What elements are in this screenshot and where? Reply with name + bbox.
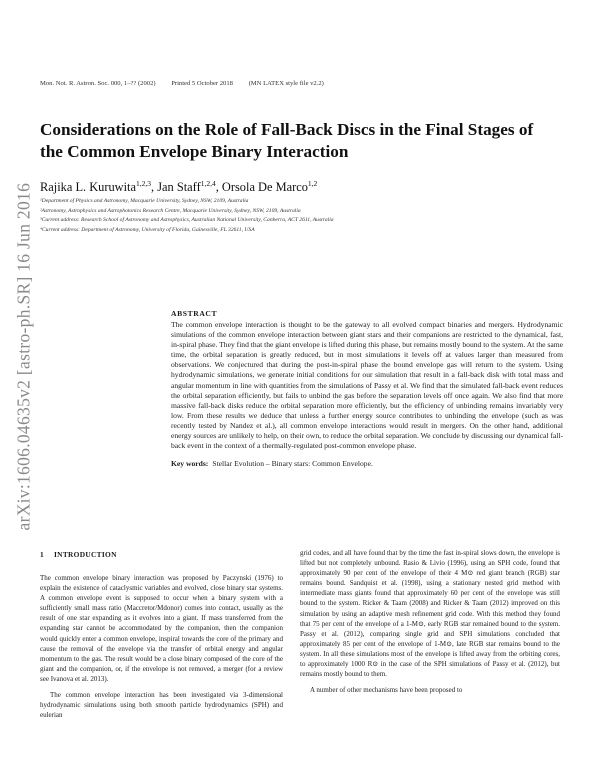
abstract-block xyxy=(171,309,563,468)
paper-title: Considerations on the Role of Fall-Back Discs in the Final Stages of the Common Envelope Binary Interaction xyxy=(40,120,534,161)
author-name: Jan Staff xyxy=(157,180,201,195)
section-heading xyxy=(40,550,127,559)
paragraph: The common envelope binary interaction was proposed by Paczynski (1976) to explain the existence of cataclysmic variables and evolved, close binary star systems. A common envelope event is supposed to occur when a binary system with a sufficiently small mass ratio (Maccretor/Mdonor) comes into contact, usually as the result of one star expanding as it evolves into a giant. If mass transferred from the expanding star cannot be accommodated by the companion, then the companion would quickly enter a common envelope, inspiral towards the core of the primary and cause the removal of the envelope via the transfer of orbital energy and angular momentum to the gas. The result would be a close binary composed of the core of the giant and the companion, or, if the envelope is not removed, a merger (for a review see Ivanova et al. 2013). xyxy=(40,574,283,683)
affiliation: ¹Department of Physics and Astronomy, Macquarie University, Sydney, NSW, 2109, Australia xyxy=(40,198,249,204)
affiliation: ⁴Current address: Department of Astronomy, University of Florida, Gainesville, FL 32611, USA xyxy=(40,226,255,233)
printed-date: Printed 5 October 2018 xyxy=(171,80,233,87)
author-affil-mark: 1,2,3 xyxy=(136,179,152,188)
right-column xyxy=(300,548,560,695)
affiliations xyxy=(40,197,580,235)
abstract-heading: ABSTRACT xyxy=(171,309,218,318)
style-file: (MN LATEX style file v2.2) xyxy=(248,80,324,87)
keywords xyxy=(171,459,563,468)
abstract-text: The common envelope interaction is thought to be the gateway to all evolved compact binaries and mergers. Hydrodynamic simulations of the common envelope interaction between giant stars and their companions are restricted to the dynamical, fast, in-spiral phase. They find that the giant envelope is lifted during this phase, but remains mostly bound to the system. At the same time, the orbital separation is greatly reduced, but in most simulations it levels off at values larger than measured from observations. We conjectured that during the post-in-spiral phase the bound envelope gas will return to the system. Using hydrodynamic simulations, we generate initial conditions for our simulation that result in a fall-back disk with total mass and angular momentum in line with quantities from the simulations of Passy et al. We find that the simulated fall-back event reduces the orbital separation efficiently, but fails to unbind the gas before the separation levels off once again. We also find that more massive fall-back disks reduce the orbital separation more efficiently, but the efficiency of unbinding remains invariably very low. From these results we deduce that unless a further energy source contributes to unbinding the envelope (such as was recently tested by Nandez et al.), all common envelope interactions would result in mergers. On the other hand, additional energy sources are unlikely to help, on their own, to reduce the orbital separation. We conclude by discussing our dynamical fall-back event in the context of a thermally-regulated post-common envelope phase. xyxy=(171,320,563,451)
author-list: Rajika L. Kuruwita$^{1,2,3}$, Jan Staff$^{1,2,4}$, Orsola De Marco$^{1,2}$ xyxy=(40,179,318,195)
left-column xyxy=(40,573,283,720)
paragraph: The common envelope interaction has been investigated via 3-dimensional hydrodynamic simulations using both smooth particle hydrodynamics (SPH) and eulerian xyxy=(40,691,283,720)
journal-citation: Mon. Not. R. Astron. Soc. 000, 1–?? (2002) xyxy=(40,80,156,87)
section-title: INTRODUCTION xyxy=(54,550,117,559)
section-number: 1 xyxy=(40,550,44,559)
arxiv-stamp: arXiv:1606.04635v2 [astro-ph.SR] 16 Jun 2016 xyxy=(13,182,34,531)
affiliation: ³Current address: Research School of Astronomy and Astrophysics, Australian National University, Canberra, ACT 2611, Australia xyxy=(40,217,334,224)
running-header xyxy=(40,80,338,87)
author-affil-mark: 1,2,4 xyxy=(200,179,216,188)
paragraph: A number of other mechanisms have been proposed to xyxy=(310,686,463,695)
keywords-text: Stellar Evolution – Binary stars: Common Envelope. xyxy=(212,459,373,469)
author-affil-mark: 1,2 xyxy=(307,179,318,188)
keywords-label: Key words: xyxy=(171,459,209,469)
author-name: Orsola De Marco xyxy=(221,180,308,195)
paragraph: grid codes, and all have found that by the time the fast in-spiral slows down, the envelope is lifted but not completely unbound. Rasio & Livio (1996), using an SPH code, found that approximately 90 per cent of the envelope of their 4 M⊙ red giant branch (RGB) star remains bound. Sandquist et al. (1998), using a stationary nested grid method with intermediate mass giants found that approximately 60 per cent of the envelope was still bound to the system. Ricker & Taam (2008) and Ricker & Taam (2012) improved on this simulation by using an adaptive mesh refinement grid code. With this method they found that 75 per cent of the envelope of a 1-M⊙, early RGB star remained bound to the system. Passy et al. (2012), comparing single grid and SPH simulations concluded that approximately 85 per cent of the envelope of 1-M⊙, late RGB star remains bound to the system. In all these simulations most of the envelope is lifted away from the orbiting cores, to approximately 1000 R⊙ in the case of the SPH simulations of Passy et al. (2012), but remains mostly bound to them. xyxy=(300,549,560,679)
author-name: Rajika L. Kuruwita xyxy=(40,180,137,195)
affiliation: ²Astronomy, Astrophysics and Astrophotonics Research Centre, Macquarie University, Sydney, NSW, 2109, Australia xyxy=(40,207,301,214)
